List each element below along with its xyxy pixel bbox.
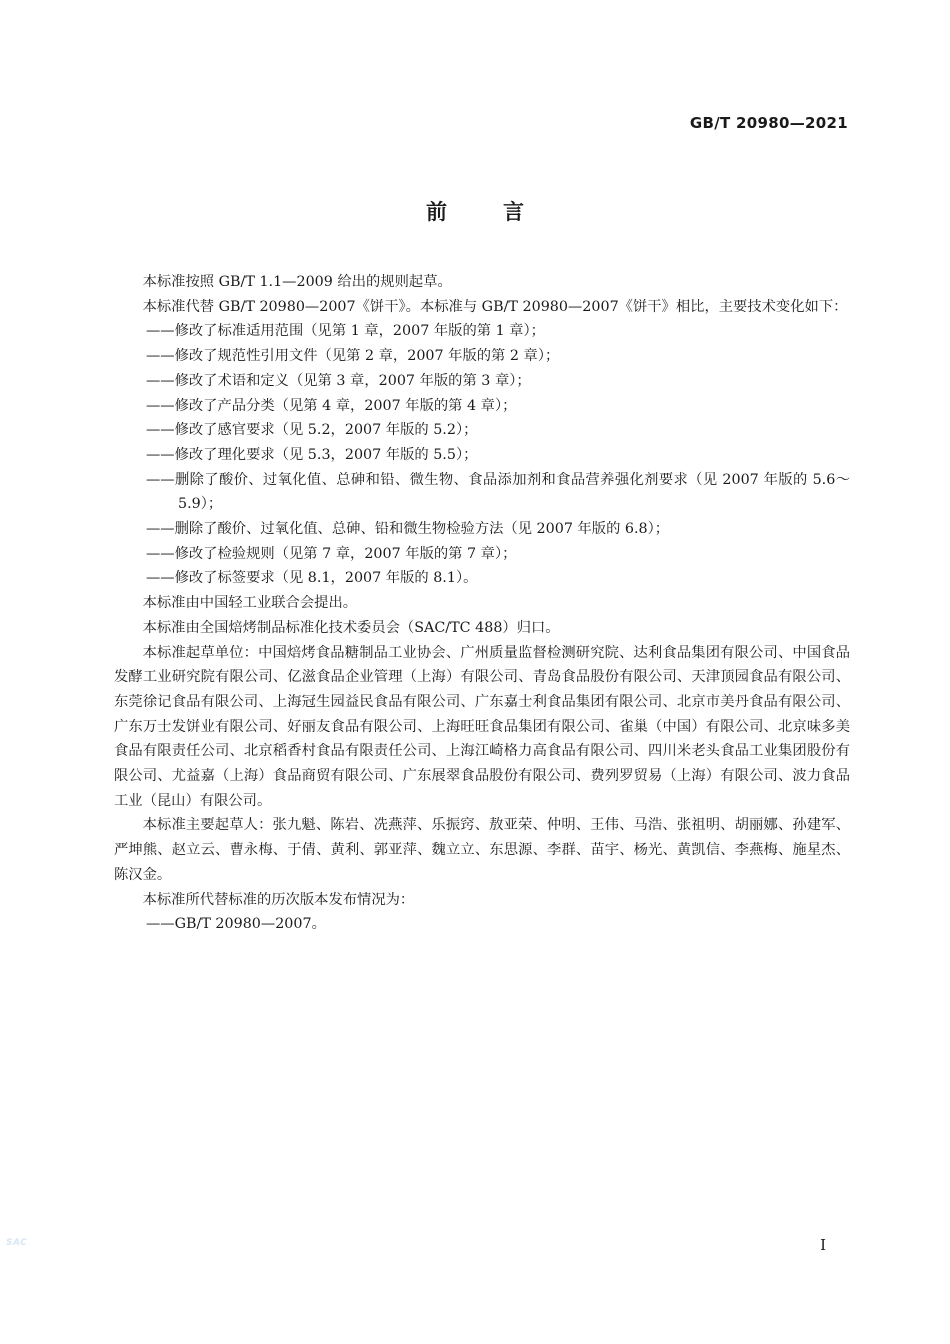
list-item: ——删除了酸价、过氧化值、总砷和铅、微生物、食品添加剂和食品营养强化剂要求（见 2007 年版的 5.6～5.9）； — [146, 471, 850, 513]
standard-number: GB/T 20980—2021 — [689, 114, 848, 132]
list-item: ——修改了检验规则（见第 7 章，2007 年版的第 7 章）； — [146, 545, 517, 562]
list-item: ——修改了标签要求（见 8.1，2007 年版的 8.1）。 — [146, 570, 478, 587]
paragraph: 本标准由全国焙烤制品标准化技术委员会（SAC/TC 488）归口。 — [142, 619, 560, 636]
paragraph: 本标准所代替标准的历次版本发布情况为： — [142, 891, 415, 908]
list-item: ——修改了感官要求（见 5.2，2007 年版的 5.2）； — [146, 422, 478, 439]
sac-logo: SAC — [6, 1238, 28, 1248]
paragraph: 本标准代替 GB/T 20980—2007《饼干》。本标准与 GB/T 20980—2007《饼干》相比，主要技术变化如下： — [142, 298, 848, 315]
list-item: ——修改了术语和定义（见第 3 章，2007 年版的第 3 章）； — [146, 372, 531, 389]
paragraph: 本标准主要起草人：张九魁、陈岩、冼燕萍、乐振窍、敖亚荣、仲明、王伟、马浩、张祖明、胡丽娜、孙建军、严坤熊、赵立云、曹永梅、于倩、黄利、郭亚萍、魏立立、东思源、李群、苗宇、杨光、黄凯信、李燕梅、施星杰、陈汉金。 — [114, 817, 850, 883]
paragraph: 本标准由中国轻工业联合会提出。 — [142, 595, 358, 612]
page-number: I — [820, 1236, 826, 1254]
foreword-body — [114, 270, 850, 937]
paragraph: 本标准按照 GB/T 1.1—2009 给出的规则起草。 — [142, 274, 452, 290]
list-item: ——修改了产品分类（见第 4 章，2007 年版的第 4 章）； — [146, 397, 517, 414]
page-title: 前言 — [426, 200, 580, 224]
list-item: ——修改了标准适用范围（见第 1 章，2007 年版的第 1 章）； — [146, 323, 545, 340]
paragraph: 本标准起草单位：中国焙烤食品糖制品工业协会、广州质量监督检测研究院、达利食品集团有限公司、中国食品发酵工业研究院有限公司、亿滋食品企业管理（上海）有限公司、青岛食品股份有限公司、天津顶园食品有限公司、东莞徐记食品有限公司、上海冠生园益民食品有限公司、广东嘉士利食品集团有限公司、北京市美丹食品有限公司、广东万士发饼业有限公司、好丽友食品有限公司、上海旺旺食品集团有限公司、雀巢（中国）有限公司、北京味多美食品有限责任公司、北京稻香村食品有限责任公司、上海江崎格力高食品有限公司、四川米老头食品工业集团股份有限公司、尤益嘉（上海）食品商贸有限公司、广东展翠食品股份有限公司、费列罗贸易（上海）有限公司、波力食品工业（昆山）有限公司。 — [114, 644, 850, 809]
list-item: ——修改了规范性引用文件（见第 2 章，2007 年版的第 2 章）； — [146, 348, 560, 365]
list-item: ——删除了酸价、过氧化值、总砷、铅和微生物检验方法（见 2007 年版的 6.8）； — [146, 521, 670, 538]
list-item: ——修改了理化要求（见 5.3，2007 年版的 5.5）； — [146, 446, 478, 463]
list-item: ——GB/T 20980—2007。 — [146, 916, 326, 933]
